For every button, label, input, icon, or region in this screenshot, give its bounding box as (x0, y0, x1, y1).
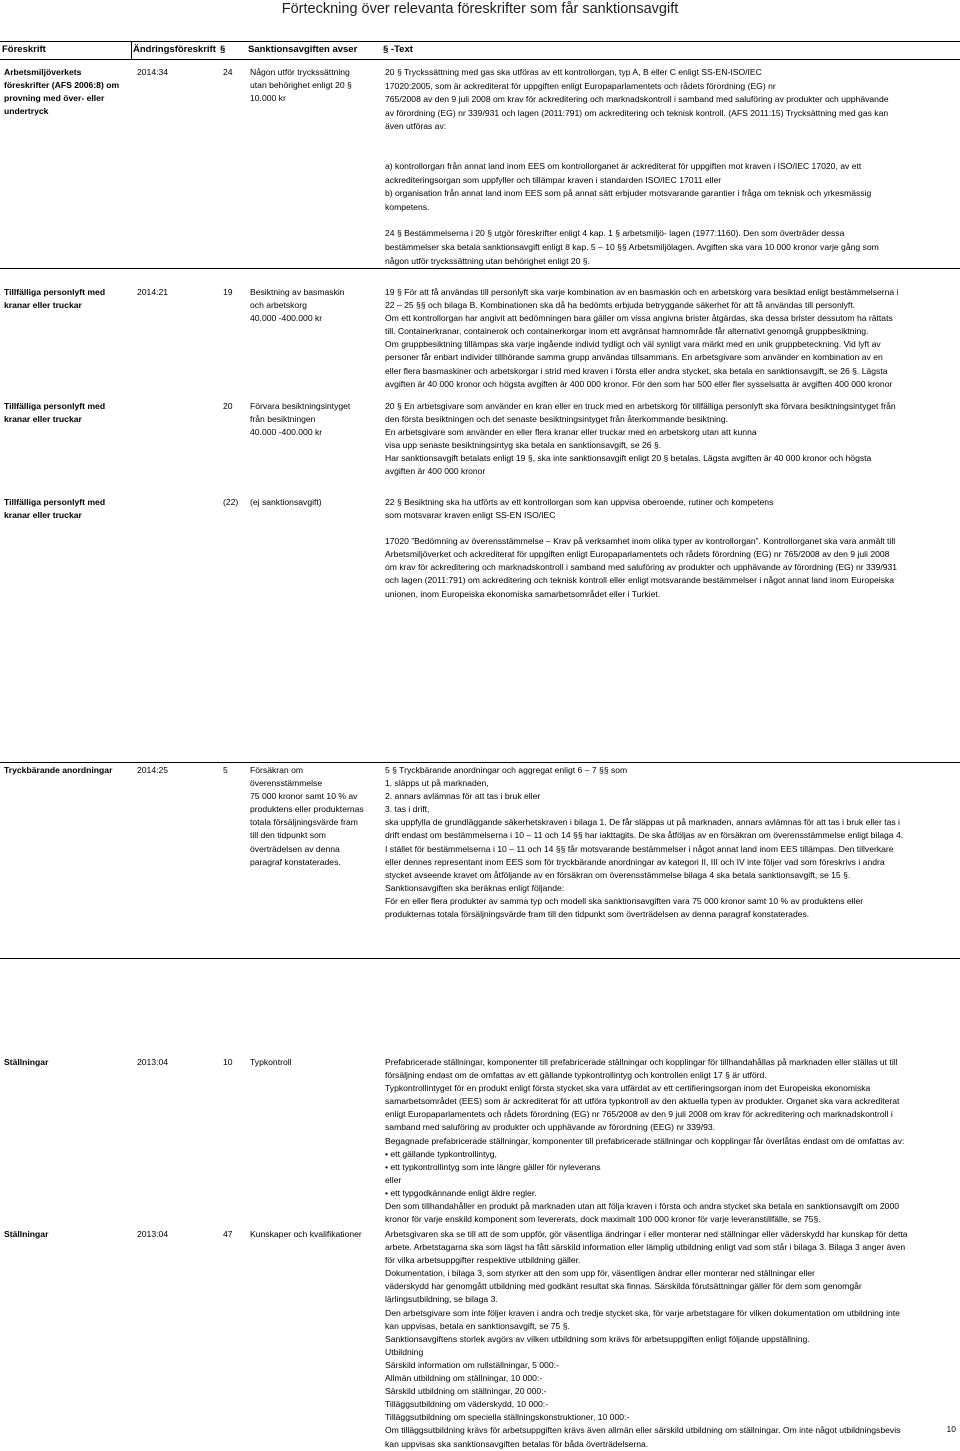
row-paragraf: (22) (223, 497, 239, 507)
table-row (0, 1223, 960, 1449)
row-sanktionsavgiften-avser: (ej sanktionsavgift) (250, 497, 322, 507)
row-foreskrift: Arbetsmiljöverkets föreskrifter (AFS 2006:8) om provning med över- eller undertryck (4, 67, 120, 117)
header-sanktionsavgiften-avser: Sanktionsavgiften avser (248, 44, 358, 55)
row-paragraf: 47 (223, 1229, 233, 1239)
row-paragraf-text: Prefabricerade ställningar, komponenter till prefabricerade ställningar och kopplingar för tillhandahållas på marknaden eller ställas ut till försäljning endast om de omfattas av ett gällande typkontrollintyg och kontrollen enligt 17 § är utförd. Typkontrollintyget för en produkt enligt första stycket ska vara utfärdat av ett certifieringsorgan inom det Europeiska ekonomiska samarbetsområdet (EES) som är ackrediterat för att utföra typkontroll av den aktuella typen av produkter. Organet ska vara ackrediterat enligt Europaparlamentets och rådets förordning (EG) nr 765/2008 av den 9 juli 2008 om krav för ackreditering och marknadskontroll i samband med saluföring av produkter och upphävande av förordning (EEG) nr 339/93. Begagnade prefabricerade ställningar, komponenter till prefabricerade ställningar och kopplingar får överlåtas endast om de omfattas av: • ett gällande typkontrollintyg, • ett typkontrollintyg som inte längre gäller för nyleverans eller • ett typgodkännande enligt äldre regler. Den som tillhandahåller en produkt på marknaden utan att följa kraven i första och andra stycket ska betala en sanktionsavgift om 2000 kronor för varje enskild komponent som levererats, dock maximalt 100 000 kronor för varje leveranstillfälle, se 75§. (385, 1057, 905, 1225)
row-paragraf-text: Arbetsgivaren ska se till att de som uppför, gör väsentliga ändringar i eller monterar ned ställningar eller väderskydd har kunskap för detta arbete. Arbetstagarna ska som lägst ha fått särskild information eller lämplig utbildning enligt vad som står i bilaga 3. Bilaga 3 anger även för vilka arbetsuppgifter respektive utbildning gäller. Dokumentation, i bilaga 3, som styrker att den som upp för, väsentligen ändrar eller monterar ned ställningar eller väderskydd har genomgått utbildning med godkänt resultat ska finnas. Särskilda förutsättningar gäller för dem som genomgår lärlingsutbildning, se bilaga 3. Den arbetsgivare som inte följer kraven i andra och tredje stycket ska, för varje arbetstagare för vilken dokumentation om utbildning inte kan uppvisas, betala en sanktionsavgift, se 75 §. Sanktionsavgiftens storlek avgörs av vilken utbildning som krävs för arbetsuppgiften enligt följande uppställning. Utbildning Särskild information om rullställningar, 5 000:- Allmän utbildning om ställningar, 10 000:- Särskild utbildning om ställningar, 20 000:- Tilläggsutbildning om väderskydd, 10 000:- Tilläggsutbildning om speciella ställningskonstruktioner, 10 000:- Om tilläggsutbildning krävs för arbetsuppgiften krävs även allmän eller särskild utbildning om ställningar. Om inte något utbildningsbevis kan uppvisas ska sanktionsavgiften betalas för båda överträdelserna. (385, 1229, 908, 1449)
document-title: Förteckning över relevanta föreskrifter som får sanktionsavgift (281, 1, 679, 17)
row-sanktionsavgiften-avser: Kunskaper och kvalifikationer (250, 1229, 362, 1239)
row-andringsforeskrift: 2014:21 (137, 287, 169, 297)
row-sanktionsavgiften-avser: Förvara besiktningsintyget från besiktningen 40.000 -400.000 kr (250, 401, 351, 438)
row-sanktionsavgiften-avser: Någon utför tryckssättning utan behörighet enligt 20 § 10.000 kr (250, 67, 352, 104)
row-paragraf: 10 (223, 1057, 233, 1067)
row-foreskrift: Ställningar (4, 1057, 49, 1067)
header-paragraf: § (220, 44, 226, 55)
row-paragraf-text: 20 § En arbetsgivare som använder en kran eller en truck med en arbetskorg för tillfälliga personlyft ska förvara besiktningsintyget från den första besiktningen och det senaste besiktningsintyget från återkommande besiktning. En arbetsgivare som använder en eller flera kranar eller truckar med en arbetskorg utan att kunna visa upp senaste besiktningsintyg ska betala en sanktionsavgift, se 26 §. Har sanktionsavgift betalats enligt 19 §, ska inte sanktionsavgift enligt 20 § betalas. Lägsta avgiften är 40 000 kronor och högsta avgiften är 400 000 kronor (385, 401, 896, 477)
row-paragraf: 24 (223, 67, 233, 77)
row-andringsforeskrift: 2013:04 (137, 1229, 169, 1239)
row-paragraf-text: 5 § Tryckbärande anordningar och aggregat enligt 6 – 7 §§ som 1. släpps ut på marknaden, 2. annars avlämnas för att tas i bruk eller 3. tas i drift, ska uppfylla de grundläggande säkerhetskraven i bilaga 1. De får släppas ut på marknaden, annars avlämnas för att tas i bruk eller tas i drift endast om bestämmelserna i 10 – 11 och 14 §§ har iakttagits. De ska åtföljas av en försäkran om överensstämmelse enligt bilaga 4. I stället för bestämmelserna i 10 – 11 och 14 §§ får motsvarande bestämmelser i något annat land inom EES tillämpas. Den tillverkare eller dennes representant inom EES som för tryckbärande anordningar av kategori II, III och IV inte följer vad som föreskrivs i andra stycket avseende kravet om åtföljande av en försäkran om överensstämmelse bilaga 4 ska betala sanktionsavgift, se 15 §. Sanktionsavgiften ska beräknas enligt följande: För en eller flera produkter av samma typ och modell ska sanktionsavgiften vara 75 000 kronor samt 10 % av produktens eller produkternas totala försäljningsvärde fram till den tidpunkt som överträdelsen av denna paragraf konstaterades. (385, 765, 904, 920)
row-paragraf-text: 22 § Besiktning ska ha utförts av ett kontrollorgan som kan uppvisa oberoende, rutiner och kompetens som motsvarar kraven enligt SS-EN ISO/IEC 17020 ”Bedömning av överensstämmelse – Krav på verksamhet inom olika typer av kontrollorgan”. Kontrollorganet ska vara anmält till Arbetsmiljöverket och ackrediterat för uppgiften enligt Europaparlamentets och rådets förordning (EG) nr 765/2008 av den 9 juli 2008 om krav för ackreditering och marknadskontroll i samband med saluföring av produkter och upphävande av förordning (EG) nr 339/931 och lagen (2011:791) om ackreditering och teknisk kontroll eller enligt motsvarande bestämmelser i något annat land inom Europeiska unionen, inom Europeiska ekonomiska samarbetsområdet eller i Turkiet. (385, 497, 898, 599)
row-foreskrift: Tillfälliga personlyft med kranar eller truckar (4, 287, 106, 311)
header-andringsforeskrift: Ändringsföreskrift (133, 44, 216, 55)
table-row (0, 58, 960, 269)
table-row (0, 762, 960, 959)
header-foreskrift: Föreskrift (2, 44, 46, 55)
row-sanktionsavgiften-avser: Typkontroll (250, 1057, 292, 1067)
row-paragraf: 5 (223, 765, 228, 775)
row-andringsforeskrift: 2013:04 (137, 1057, 169, 1067)
row-foreskrift: Tryckbärande anordningar (4, 765, 113, 775)
header-paragraf-text: § -Text (383, 44, 413, 55)
row-andringsforeskrift: 2014:34 (137, 67, 169, 77)
row-paragraf: 20 (223, 401, 233, 411)
row-sanktionsavgiften-avser: Besiktning av basmaskin och arbetskorg 40.000 -400.000 kr (250, 287, 345, 324)
row-foreskrift: Tillfälliga personlyft med kranar eller truckar (4, 497, 106, 521)
row-foreskrift: Tillfälliga personlyft med kranar eller truckar (4, 401, 106, 425)
table-row (0, 268, 960, 763)
page-number: 10 (946, 1424, 956, 1434)
row-paragraf-text: 20 § Tryckssättning med gas ska utföras av ett kontrollorgan, typ A, B eller C enligt SS-EN-ISO/IEC 17020:2005, som är ackrediterat för uppgiften enligt Europaparlamentets och rådets förordning (EG) nr 765/2008 av den 9 juli 2008 om krav för ackreditering och marknadskontroll i samband med saluföring av produkter och upphävande av förordning (EG) nr 339/931 och lagen (2011:791) om ackreditering och teknisk kontroll. (AFS 2011:15) Trycksättning med gas kan även utföras av: a) kontrollorgan från annat land inom EES om kontrollorganet är ackrediterat för uppgiften mot kraven i ISO/IEC 17020, av ett ackrediteringsorgan som uppfyller och tillämpar kraven i standarden ISO/IEC 17011 eller b) organisation från annat land inom EES som på annat sätt erbjuder motsvarande garantier i fråga om teknisk och yrkesmässig kompetens. 24 § Bestämmelserna i 20 § utgör föreskrifter enligt 4 kap. 1 § arbetsmiljö- lagen (1977:1160). Den som överträder dessa bestämmelser ska betala sanktionsavgift enligt 8 kap. 5 – 10 §§ Arbetsmiljölagen. Avgiften ska vara 10 000 kronor varje gång som någon utför tryckssättning utan behörighet enligt 20 §. (385, 67, 889, 266)
row-paragraf: 19 (223, 287, 233, 297)
row-sanktionsavgiften-avser: Försäkran om överensstämmelse 75 000 kronor samt 10 % av produktens eller produkternas totala försäljningsvärde fram till den tidpunkt som överträdelsen av denna paragraf konstaterades. (250, 765, 364, 867)
row-foreskrift: Ställningar (4, 1229, 49, 1239)
row-paragraf-text: 19 § För att få användas till personlyft ska varje kombination av en basmaskin och en arbetskorg vara besiktad enligt bestämmelserna i 22 – 25 §§ och bilaga B. Kombinationen ska då ha bedömts erbjuda betryggande säkerhet för att få användas till personlyft. Om ett kontrollorgan har angivit att bedömningen bara gäller om vissa angivna brister åtgärdas, ska dessa brister dessutom ha rättats till. Containerkranar, containerok och containerkorgar inom ett avgränsat hamnområde får alternativt genomgå gruppbesiktning. Om gruppbesiktning tillämpas ska varje ingående individ tydligt och väl synligt vara märkt med en unik gruppbeteckning. Vid lyft av personer får enbart individer tillhörande samma grupp användas tillsammans. En arbetsgivare som använder en kombination av en eller flera basmaskiner och arbetskorgar i strid med kraven i första eller andra stycket, ska betala en sanktionsavgift, se 26 §. Lägsta avgiften är 40 000 kronor och högsta avgiften är 400 000 kronor. För den som har 500 eller fler sysselsatta är avgiften 400 000 kronor (385, 287, 899, 389)
row-andringsforeskrift: 2014:25 (137, 765, 169, 775)
